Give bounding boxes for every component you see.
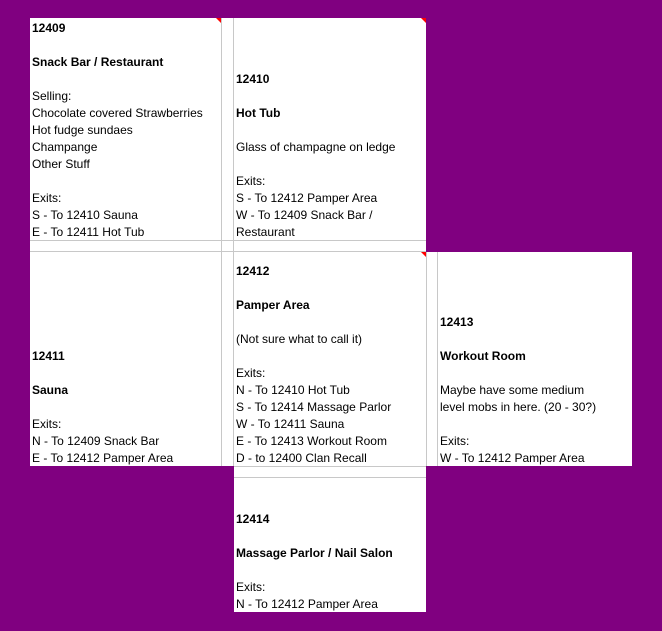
- exit-line: N - To 12410 Hot Tub: [236, 383, 350, 397]
- room-cell-12410[interactable]: [234, 18, 426, 240]
- room-name: Sauna: [32, 383, 69, 397]
- gridline: [221, 240, 222, 252]
- room-number: 12413: [440, 315, 474, 329]
- exits-label: Exits:: [236, 174, 266, 188]
- exit-line: S - To 12410 Sauna: [32, 208, 138, 222]
- exits-label: Exits:: [236, 366, 266, 380]
- room-name: Workout Room: [440, 349, 526, 363]
- exit-line: S - To 12412 Pamper Area: [236, 191, 378, 205]
- exit-line: Restaurant: [236, 225, 295, 239]
- comment-indicator[interactable]: [421, 18, 426, 23]
- gridline: [233, 252, 234, 466]
- room-description: Glass of champagne on ledge: [236, 140, 396, 154]
- room-cell-12409[interactable]: [30, 18, 221, 240]
- gridline: [233, 240, 234, 252]
- gridline: [437, 252, 438, 466]
- sale-item: Hot fudge sundaes: [32, 123, 133, 137]
- exits-label: Exits:: [32, 417, 62, 431]
- gridline: [426, 252, 427, 466]
- sale-item: Other Stuff: [32, 157, 90, 171]
- exits-label: Exits:: [236, 580, 266, 594]
- room-name: Massage Parlor / Nail Salon: [236, 546, 393, 560]
- room-number: 12414: [236, 512, 270, 526]
- exit-line: E - To 12411 Hot Tub: [32, 225, 145, 239]
- sale-item: Champange: [32, 140, 98, 154]
- gridline: [234, 477, 426, 478]
- gridline: [221, 18, 222, 240]
- room-name: Snack Bar / Restaurant: [32, 55, 164, 69]
- exits-label: Exits:: [32, 191, 62, 205]
- gridline: [233, 18, 234, 240]
- exit-line: W - To 12409 Snack Bar /: [236, 208, 373, 222]
- room-description: level mobs in here. (20 - 30?): [440, 400, 597, 414]
- exit-line: D - to 12400 Clan Recall: [236, 451, 367, 465]
- selling-label: Selling:: [32, 89, 72, 103]
- sale-item: Chocolate covered Strawberries: [32, 106, 203, 120]
- room-description: Maybe have some medium: [440, 383, 585, 397]
- room-cell-12412[interactable]: [234, 252, 426, 466]
- room-description: (Not sure what to call it): [236, 332, 363, 346]
- exit-line: E - To 12413 Workout Room: [236, 434, 387, 448]
- room-cell-12413[interactable]: [438, 252, 632, 466]
- exit-line: E - To 12412 Pamper Area: [32, 451, 174, 465]
- exit-line: N - To 12412 Pamper Area: [236, 597, 378, 611]
- room-number: 12409: [32, 21, 66, 35]
- gridline: [234, 466, 426, 467]
- room-number: 12411: [32, 349, 65, 363]
- room-cell-12411[interactable]: [30, 252, 221, 466]
- room-name: Pamper Area: [236, 298, 310, 312]
- exits-label: Exits:: [440, 434, 470, 448]
- exit-line: S - To 12414 Massage Parlor: [236, 400, 392, 414]
- room-number: 12410: [236, 72, 270, 86]
- exit-line: W - To 12411 Sauna: [236, 417, 345, 431]
- room-number: 12412: [236, 264, 270, 278]
- exit-line: N - To 12409 Snack Bar: [32, 434, 160, 448]
- gridline: [221, 252, 222, 466]
- room-name: Hot Tub: [236, 106, 281, 120]
- gridline: [30, 240, 426, 241]
- gridline: [30, 251, 426, 252]
- room-cell-12414[interactable]: [234, 478, 426, 612]
- exit-line: W - To 12412 Pamper Area: [440, 451, 585, 465]
